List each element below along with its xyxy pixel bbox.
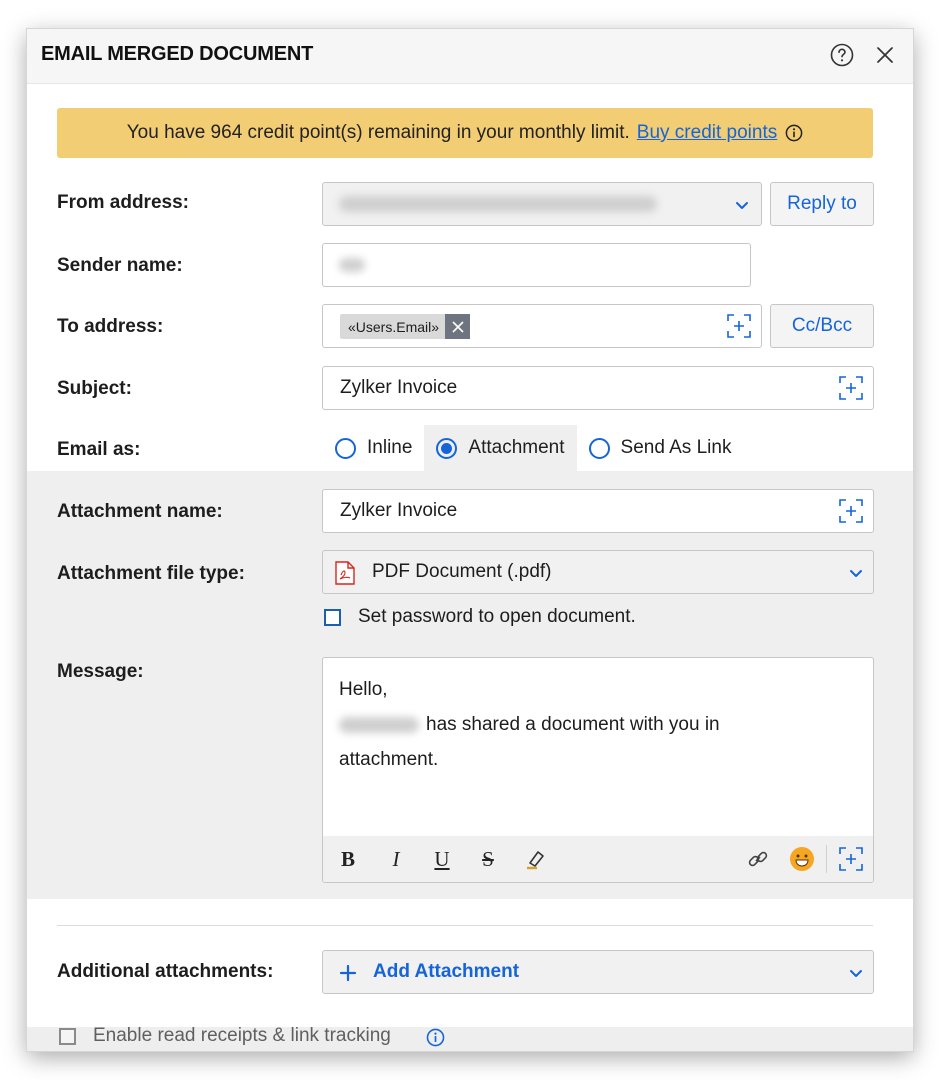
message-body[interactable]: [339, 672, 720, 777]
emoji-icon: [789, 846, 815, 872]
set-password-label: Set password to open document.: [358, 606, 636, 627]
additional-attachments-label: Additional attachments:: [57, 961, 274, 982]
highlight-button[interactable]: [521, 836, 551, 882]
bold-button[interactable]: B: [340, 846, 355, 871]
attachment-file-type-value: PDF Document (.pdf): [372, 561, 552, 582]
chevron-down-icon: [847, 564, 865, 582]
insert-merge-field-icon[interactable]: [838, 846, 864, 872]
subject-input[interactable]: [322, 366, 874, 410]
radio-inline[interactable]: [323, 425, 424, 471]
attachment-name-input[interactable]: [322, 489, 874, 533]
message-format-toolbar: [323, 836, 873, 882]
redacted-from-address: [339, 196, 657, 212]
chevron-down-icon: [847, 964, 865, 982]
subject-label: Subject:: [57, 378, 132, 399]
from-address-select[interactable]: [322, 182, 762, 226]
subject-value: Zylker Invoice: [340, 377, 458, 398]
set-password-checkbox[interactable]: [324, 609, 341, 626]
remove-chip-icon[interactable]: [445, 314, 470, 339]
attachment-name-label: Attachment name:: [57, 501, 223, 522]
dialog-title: EMAIL MERGED DOCUMENT: [41, 43, 314, 65]
pdf-file-icon: [335, 561, 355, 585]
dialog-header: [27, 29, 913, 84]
read-receipts-checkbox[interactable]: [59, 1028, 76, 1045]
add-attachment-select[interactable]: [322, 950, 874, 994]
recipient-chip-label: «Users.Email»: [348, 318, 440, 335]
radio-inline-label: Inline: [367, 437, 413, 458]
plus-icon: [339, 964, 357, 982]
info-circle-icon[interactable]: [785, 124, 803, 142]
radio-send-as-link[interactable]: [577, 425, 744, 471]
insert-merge-field-icon[interactable]: [838, 375, 864, 401]
radio-send-as-link-label: Send As Link: [620, 437, 732, 458]
info-circle-icon[interactable]: [426, 1028, 445, 1047]
read-receipts-label: Enable read receipts & link tracking: [93, 1025, 391, 1046]
radio-attachment-label: Attachment: [468, 437, 565, 458]
message-line-3: attachment.: [339, 749, 439, 770]
email-merged-document-dialog: [27, 29, 913, 1051]
attachment-file-type-select[interactable]: [322, 550, 874, 594]
radio-button-icon: [589, 438, 610, 459]
buy-credit-points-link[interactable]: Buy credit points: [636, 122, 778, 143]
email-as-label: Email as:: [57, 439, 141, 460]
radio-button-icon: [335, 438, 356, 459]
toolbar-divider: [826, 845, 827, 873]
highlighter-icon: [524, 847, 548, 871]
sender-name-label: Sender name:: [57, 255, 183, 276]
emoji-button[interactable]: [787, 836, 817, 882]
redacted-sender-name: [339, 258, 365, 272]
to-address-label: To address:: [57, 316, 164, 337]
help-circle-icon[interactable]: [830, 43, 854, 67]
underline-button[interactable]: U: [434, 846, 450, 871]
italic-button[interactable]: I: [392, 846, 400, 871]
reply-to-button[interactable]: Reply to: [770, 182, 874, 226]
email-as-radio-group: [323, 425, 743, 471]
attachment-file-type-label: Attachment file type:: [57, 563, 245, 584]
insert-merge-field-icon[interactable]: [726, 313, 752, 339]
attachment-name-value: Zylker Invoice: [340, 500, 458, 521]
sender-name-input[interactable]: [322, 243, 751, 287]
close-icon[interactable]: [874, 44, 896, 66]
message-label: Message:: [57, 661, 144, 682]
redacted-sender-name: [339, 717, 419, 733]
section-divider: [57, 925, 873, 926]
cc-bcc-button[interactable]: Cc/Bcc: [770, 304, 874, 348]
add-attachment-label: Add Attachment: [373, 961, 520, 982]
strikethrough-button[interactable]: S: [482, 846, 494, 871]
to-address-input[interactable]: [322, 304, 762, 348]
message-line-2: has shared a document with you in: [426, 714, 720, 735]
insert-merge-field-icon[interactable]: [838, 498, 864, 524]
message-line-1: Hello,: [339, 679, 388, 700]
credit-points-text: You have 964 credit point(s) remaining in your monthly limit.: [126, 122, 630, 143]
message-editor[interactable]: [322, 657, 874, 883]
radio-button-selected-icon: [436, 438, 457, 459]
from-address-label: From address:: [57, 192, 189, 213]
radio-attachment[interactable]: [424, 425, 576, 471]
link-icon: [746, 847, 770, 871]
recipient-chip: [340, 314, 470, 339]
insert-link-button[interactable]: [743, 836, 773, 882]
credit-points-banner: [57, 108, 873, 158]
chevron-down-icon: [733, 196, 751, 214]
